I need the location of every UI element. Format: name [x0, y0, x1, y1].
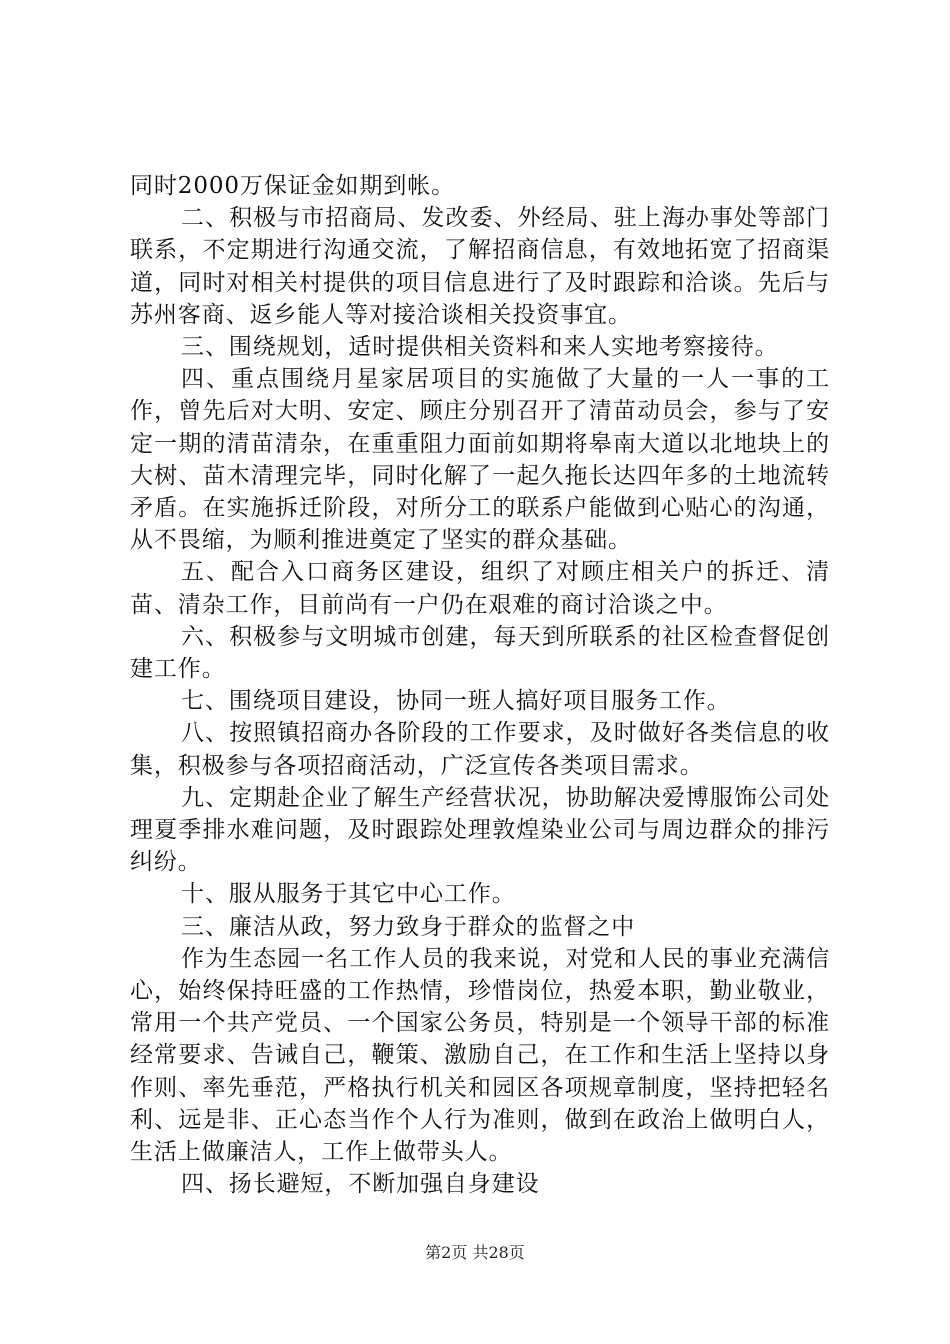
paragraph-1: 同时2000万保证金如期到帐。 — [130, 173, 456, 199]
paragraph-10: 十、服从服务于其它中心工作。 — [181, 881, 516, 908]
paragraph-2: 二、积极与市招商局、发改委、外经局、驻上海办事处等部门联系，不定期进行沟通交流，了解招商信息，有效地拓宽了招商渠道，同时对相关村提供的项目信息进行了及时跟踪和洽谈。先后与苏州客商、返乡能人等对接洽谈相关投资事宜。 — [130, 205, 830, 328]
section-heading-4: 四、扬长避短，不断加强自身建设 — [181, 1171, 540, 1198]
document-body — [130, 170, 830, 1201]
paragraph-7: 七、围绕项目建设，协同一班人搞好项目服务工作。 — [181, 688, 731, 715]
section-heading-3: 三、廉洁从政，努力致身于群众的监督之中 — [181, 913, 636, 940]
paragraph-12: 作为生态园一名工作人员的我来说，对党和人民的事业充满信心，始终保持旺盛的工作热情，珍惜岗位，热爱本职，勤业敬业，常用一个共产党员、一个国家公务员，特别是一个领导干部的标准经常要求、告诫自己，鞭策、激励自己，在工作和生活上坚持以身作则、率先垂范，严格执行机关和园区各项规章制度，坚持把轻名利、远是非、正心态当作个人行为准则，做到在政治上做明白人，生活上做廉洁人，工作上做带头人。 — [130, 945, 830, 1166]
paragraph-8: 八、按照镇招商办各阶段的工作要求，及时做好各类信息的收集，积极参与各项招商活动，广泛宣传各类项目需求。 — [130, 720, 830, 779]
paragraph-4: 四、重点围绕月星家居项目的实施做了大量的一人一事的工作，曾先后对大明、安定、顾庄分别召开了清苗动员会，参与了安定一期的清苗清杂，在重重阻力面前如期将皋南大道以北地块上的大树、苗木清理完毕，同时化解了一起久拖长达四年多的土地流转矛盾。在实施拆迁阶段，对所分工的联系户能做到心贴心的沟通，从不畏缩，为顺利推进奠定了坚实的群众基础。 — [130, 366, 830, 554]
paragraph-3: 三、围绕规划，适时提供相关资料和来人实地考察接待。 — [181, 334, 779, 361]
page-footer: 第2页 共28页 — [425, 1243, 525, 1262]
paragraph-9: 九、定期赴企业了解生产经营状况，协助解决爱博服饰公司处理夏季排水难问题，及时跟踪处理敦煌染业公司与周边群众的排污纠纷。 — [130, 784, 830, 876]
paragraph-5: 五、配合入口商务区建设，组织了对顾庄相关户的拆迁、清苗、清杂工作，目前尚有一户仍在艰难的商讨洽谈之中。 — [130, 559, 830, 618]
paragraph-6: 六、积极参与文明城市创建，每天到所联系的社区检查督促创建工作。 — [130, 623, 830, 683]
